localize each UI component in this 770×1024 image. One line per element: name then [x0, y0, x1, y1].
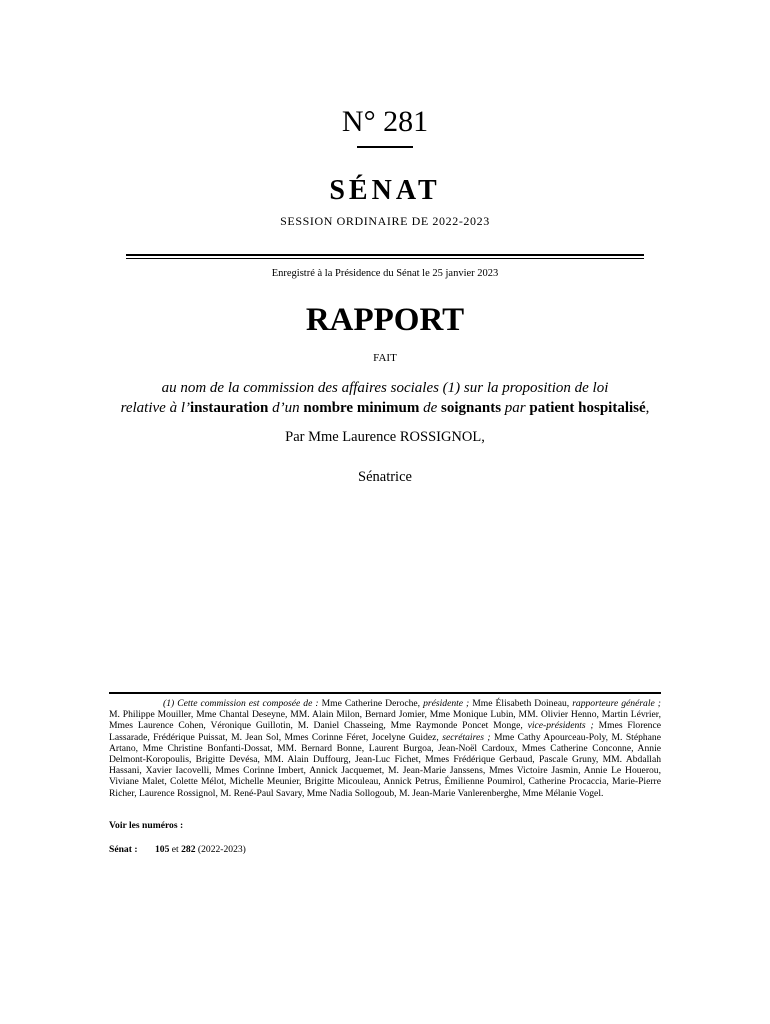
footnote-role: secrétaires ; — [442, 731, 491, 743]
subject-word-instauration: instauration — [190, 400, 269, 416]
subject-line-2 — [0, 398, 770, 418]
numbers-session: (2022-2023) — [195, 844, 246, 855]
chamber-name: SÉNAT — [329, 175, 441, 206]
footnote-text: M. Philippe Mouiller, Mme Chantal Deseyne, MM. Alain Milon, Bernard Jomier, Mme Monique Lubin, MM. Olivier Henno, Martin Lévrier, Mmes Laurence Cohen, Véronique Guillotin, M. Daniel Chasseing, Mme Raymonde Poncet Monge, — [109, 709, 661, 732]
author-role: Sénatrice — [358, 469, 412, 485]
senate-label: Sénat : — [109, 844, 138, 855]
report-author: Par Mme Laurence ROSSIGNOL, — [285, 429, 485, 445]
subject-word-patient: patient hospitalisé — [529, 400, 646, 416]
subject-sep-2: de — [419, 400, 442, 416]
document-number: N° 281 — [341, 105, 429, 138]
numbers-conjunction: et — [169, 844, 182, 855]
number-105: 105 — [155, 844, 170, 855]
senate-numbers — [109, 844, 246, 856]
see-numbers-label: Voir les numéros : — [109, 820, 184, 831]
report-title: RAPPORT — [305, 302, 465, 338]
registration-line: Enregistré à la Présidence du Sénat le 25 janvier 2023 — [271, 268, 499, 279]
number-underline — [357, 146, 413, 148]
subject-end: , — [645, 400, 650, 416]
footnote-rule — [109, 692, 661, 694]
subject-sep-3: par — [501, 400, 530, 416]
number-282: 282 — [181, 844, 196, 855]
footnote-text: Mmes Florence Lassarade, Frédérique Puissat, M. Jean Sol, Mmes Corinne Féret, Jocelyne Guidez, — [109, 720, 661, 743]
subject-word-soignants: soignants — [441, 400, 502, 416]
session-line: SESSION ORDINAIRE DE 2022-2023 — [280, 214, 490, 228]
footnote-intro: (1) Cette commission est composée de : — [163, 698, 319, 709]
footnote-text: Mme Catherine Deroche, — [318, 698, 424, 709]
subject-sep-1: d’un — [268, 400, 304, 416]
commission-footnote — [109, 698, 661, 799]
footnote-role: vice-présidents ; — [527, 720, 594, 732]
footnote-text: Mme Cathy Apourceau-Poly, M. Stéphane Artano, Mme Christine Bonfanti-Dossat, MM. Bernard Bonne, Laurent Burgoa, Jean-Noël Cardoux, Mmes Catherine Conconne, Annie Delmont-Koropoulis, Brigitte Devésa, MM. Alain Duffourg, Jean-Luc Fichet, Mmes Frédérique Gerbaud, Pascale Gruny, MM. Abdallah Hassani, Xavier Iacovelli, Mmes Corinne Imbert, Annick Jacquemet, M. Jean-Marie Janssens, Mmes Victoire Jasmin, Annie Le Houerou, Viviane Malet, Colette Mélot, Michelle Meunier, Brigitte Micouleau, Annick Petrus, Émilienne Poumirol, Catherine Procaccia, Marie-Pierre Richer, Laurence Rossignol, M. René-Paul Savary, Mme Nadia Sollogoub, M. Jean-Marie Vanlerenberghe, Mme Mélanie Vogel. — [109, 731, 661, 799]
footnote-text: Mme Élisabeth Doineau, — [469, 698, 573, 709]
subject-word-nombre: nombre minimum — [303, 400, 420, 416]
report-subject — [0, 378, 770, 418]
footnote-role: rapporteure générale ; — [572, 698, 661, 709]
header-double-rule — [126, 254, 644, 259]
subject-line-1: au nom de la commission des affaires sociales (1) sur la proposition de loi — [161, 380, 609, 396]
fait-label: FAIT — [373, 352, 397, 364]
subject-prefix: relative à l’ — [120, 400, 190, 416]
footnote-role: présidente ; — [423, 698, 470, 709]
